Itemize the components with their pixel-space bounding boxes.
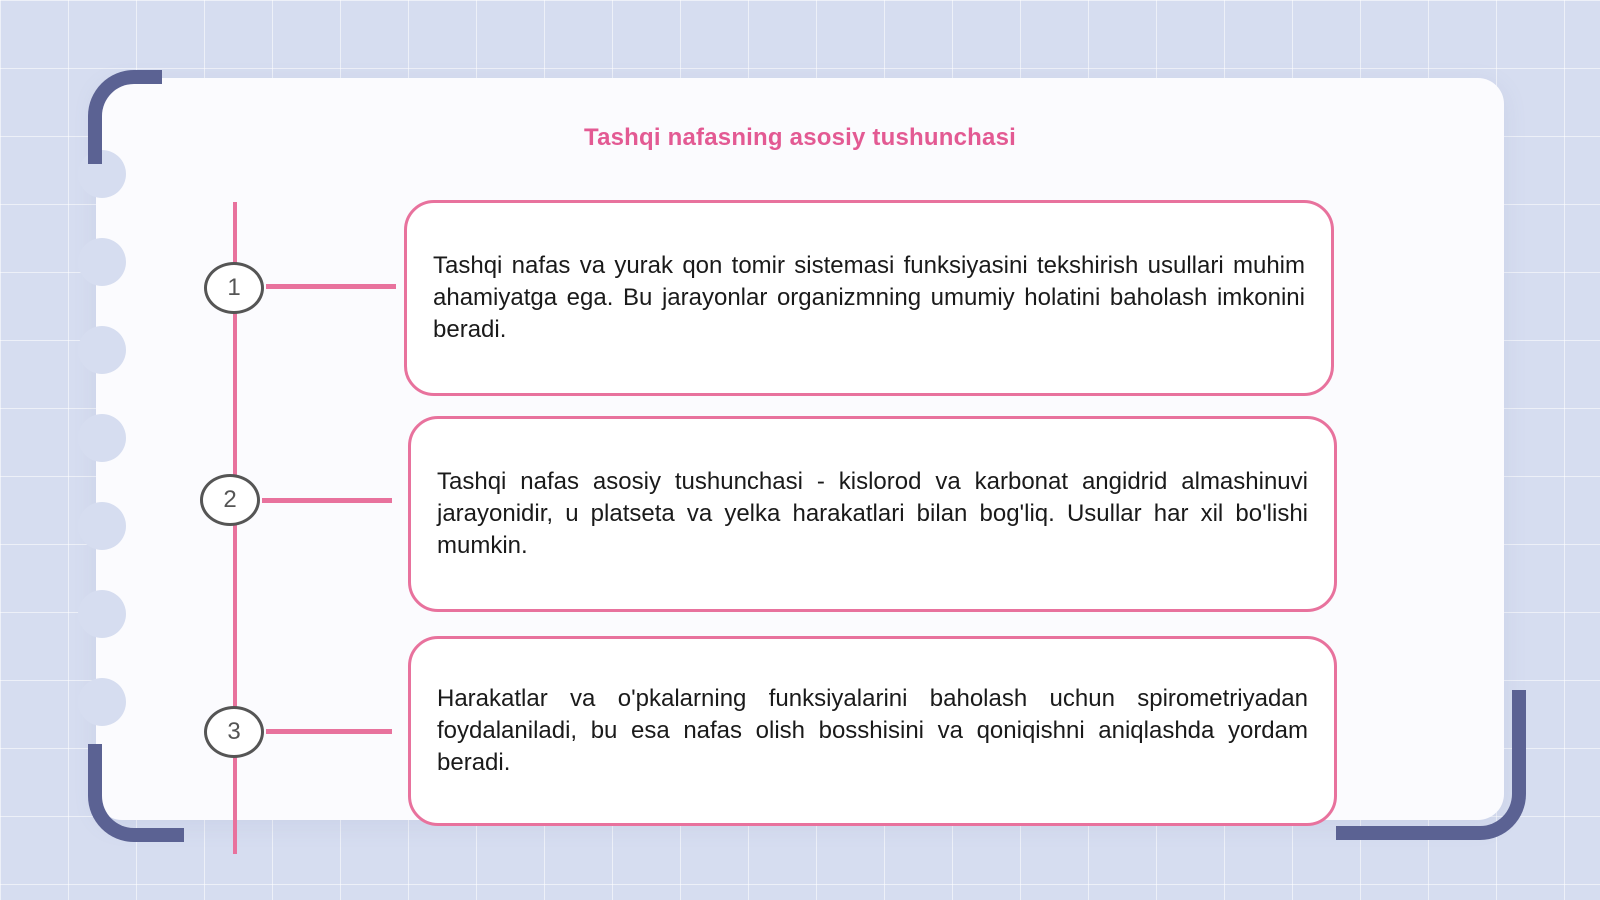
paper-notch <box>78 678 126 726</box>
paper-notch <box>78 414 126 462</box>
step-text: Tashqi nafas va yurak qon tomir sistemasi funksiyasini tekshirish usullari muhim ahamiyatga ega. Bu jarayonlar organizmning umumiy holatini baholash imkonini beradi. <box>433 252 1305 343</box>
timeline-connector <box>262 498 392 503</box>
step-card <box>408 416 1337 612</box>
corner-bracket-bottom-left <box>88 744 184 842</box>
paper-notch <box>78 326 126 374</box>
step-text: Tashqi nafas asosiy tushunchasi - kislorod va karbonat angidrid almashinuvi jarayonidir, u platseta va yelka harakatlari bilan bog'liq. Usullar har xil bo'lishi mumkin. <box>437 468 1308 559</box>
slide-title: Tashqi nafasning asosiy tushunchasi <box>584 124 1016 151</box>
paper-notch <box>78 590 126 638</box>
timeline-connector <box>266 284 396 289</box>
step-number-badge: 1 <box>204 262 264 314</box>
step-number-badge: 2 <box>200 474 260 526</box>
step-card <box>408 636 1337 826</box>
corner-bracket-bottom-right <box>1336 690 1526 840</box>
paper-notch <box>78 502 126 550</box>
step-number-badge: 3 <box>204 706 264 758</box>
step-card <box>404 200 1334 396</box>
paper-notch <box>78 238 126 286</box>
step-text: Harakatlar va o'pkalarning funksiyalarini baholash uchun spirometriyadan foydalaniladi, bu esa nafas olish bosshisini va qoniqishni aniqlashda yordam beradi. <box>437 685 1308 776</box>
timeline-connector <box>266 729 392 734</box>
